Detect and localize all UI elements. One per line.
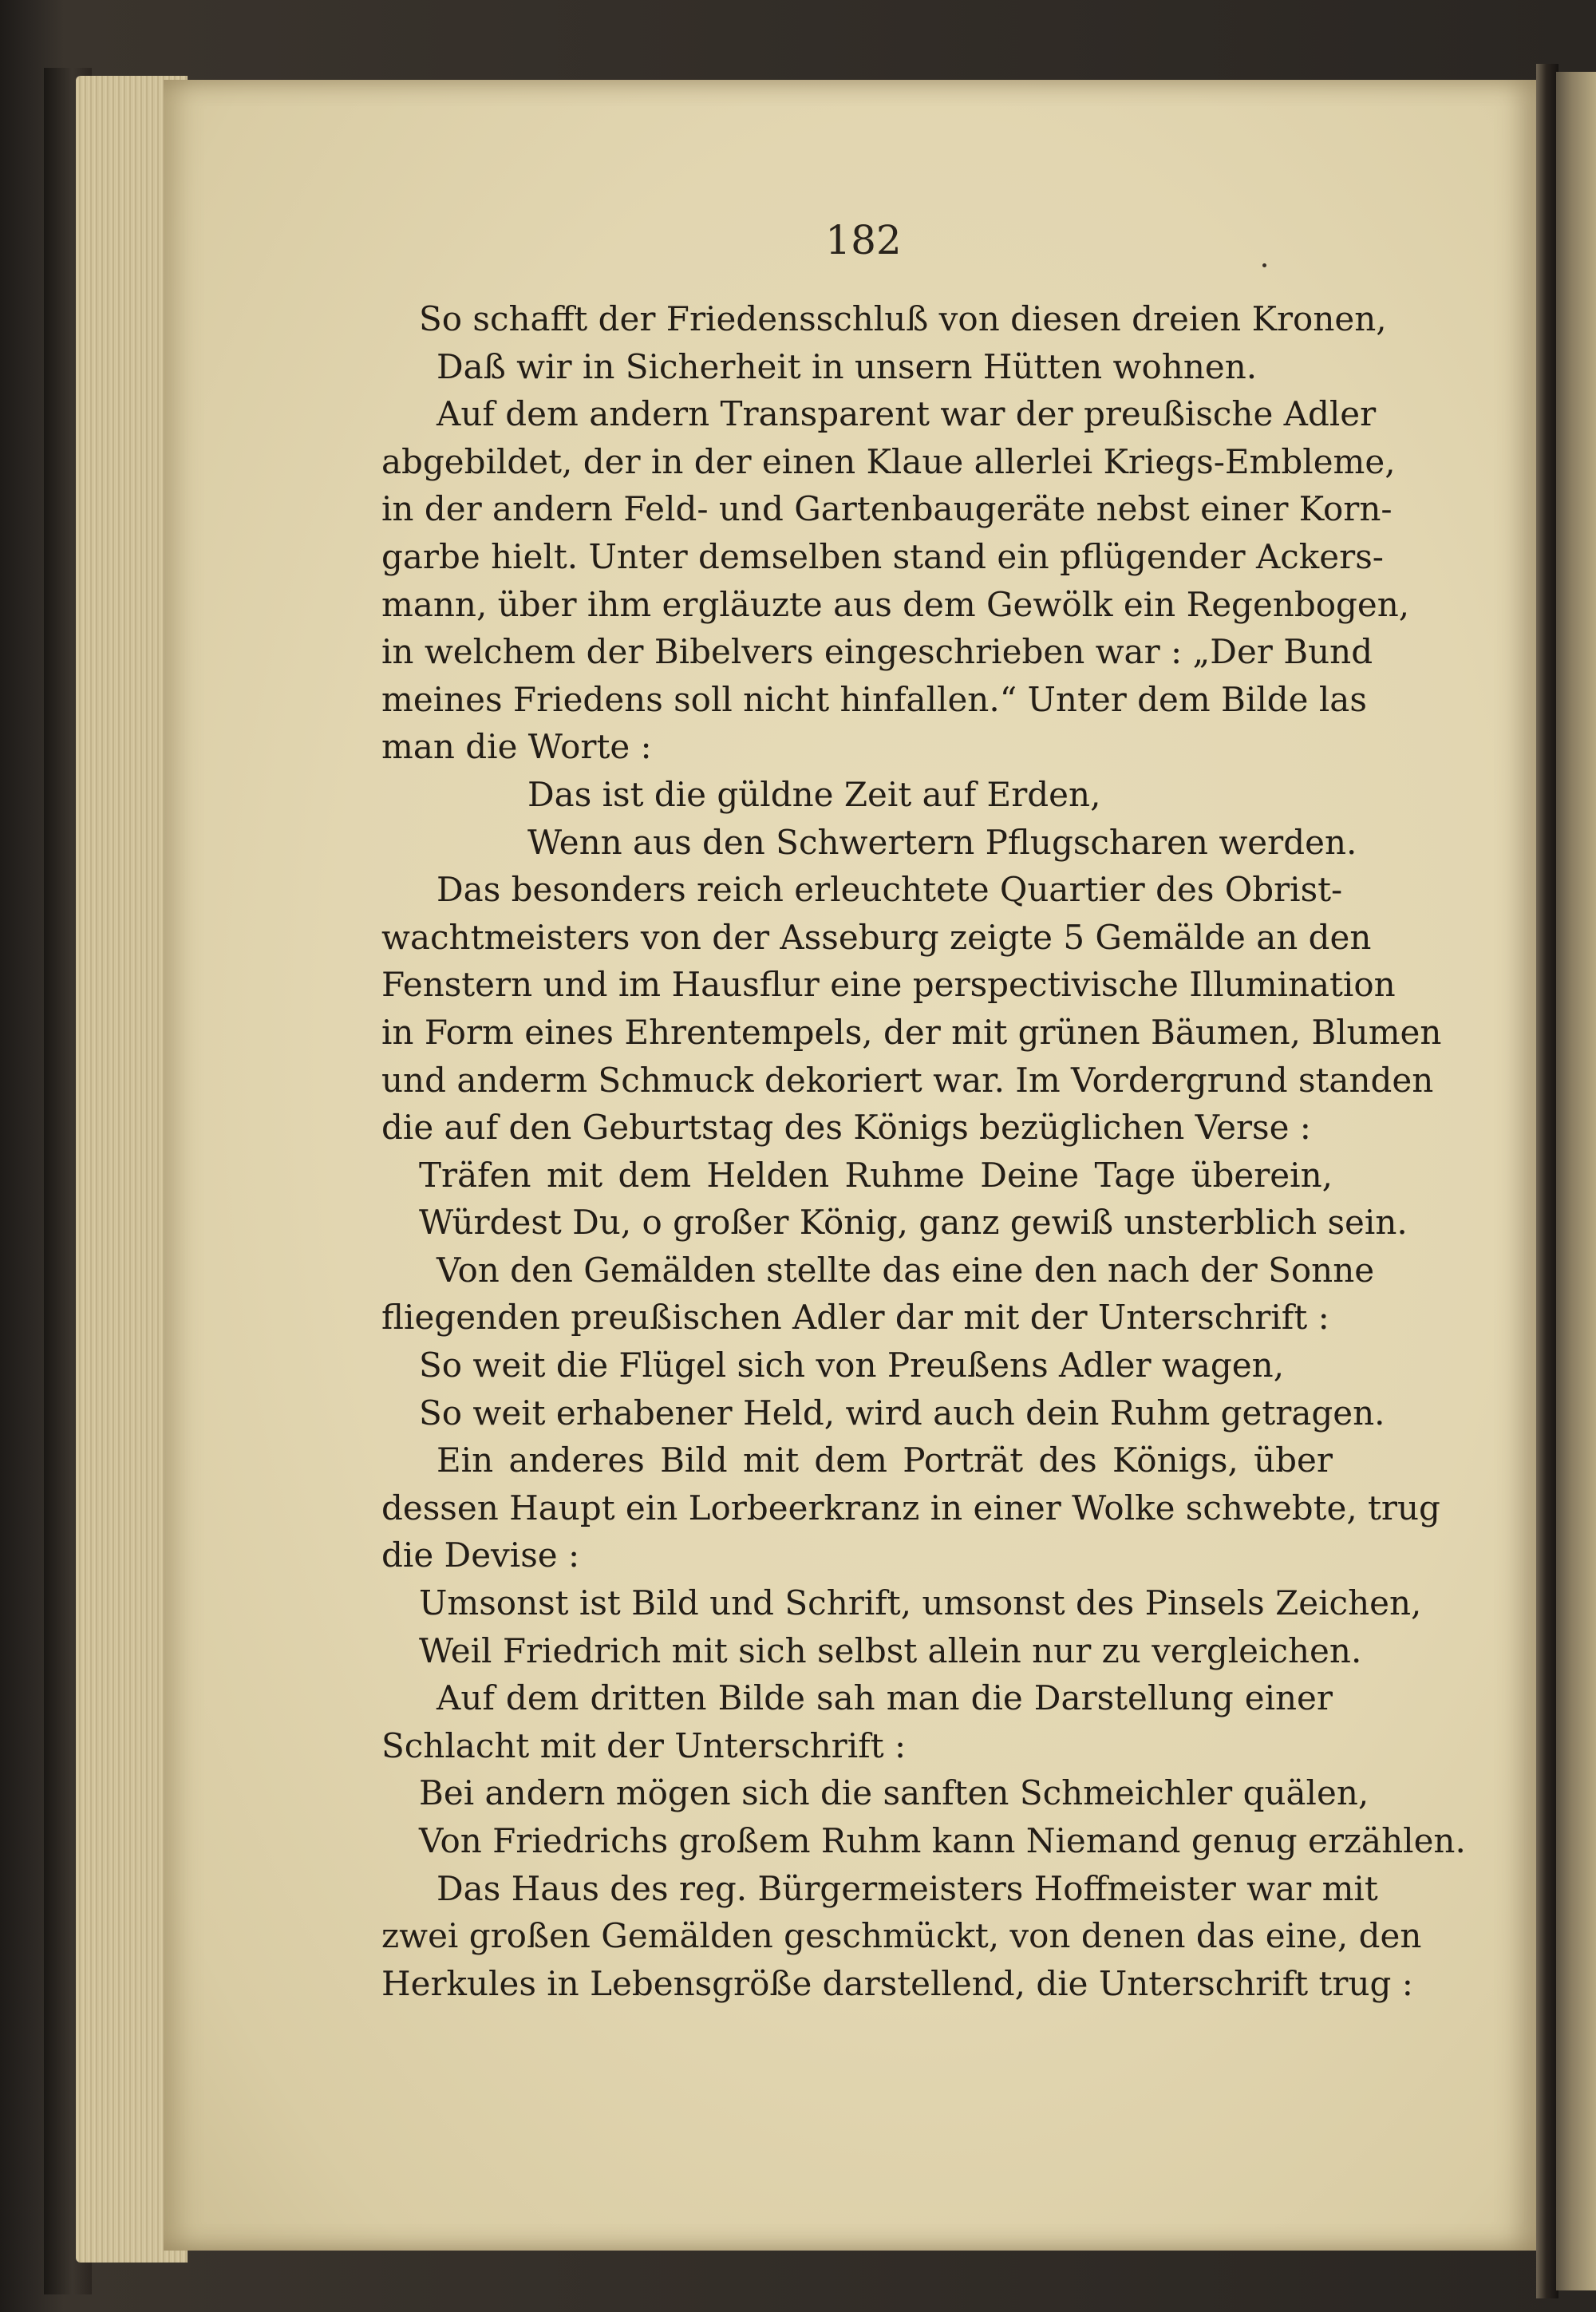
text-line: dessen Haupt ein Lorbeerkranz in einer Wolke schwebte, trug <box>381 1488 1440 1528</box>
text-line: garbe hielt. Unter demselben stand ein pflügender Ackers- <box>381 536 1384 576</box>
text-line: die auf den Geburtstag des Königs bezüglichen Verse : <box>381 1108 1311 1148</box>
text-line: Schlacht mit der Unterschrift : <box>381 1725 907 1765</box>
text-line: in welchem der Bibelvers eingeschrieben war : „Der Bund <box>381 632 1373 672</box>
text-line: Das besonders reich erleuchtete Quartier des Obrist- <box>437 870 1343 910</box>
text-line: wachtmeisters von der Asseburg zeigte 5 Gemälde an den <box>381 917 1372 957</box>
text-line: fliegenden preußischen Adler dar mit der Unterschrift : <box>381 1298 1329 1338</box>
text-line: meines Friedens soll nicht hinfallen.“ Unter dem Bilde las <box>381 679 1367 719</box>
text-line: in der andern Feld- und Gartenbaugeräte nebst einer Korn- <box>381 489 1393 529</box>
verse-line: Bei andern mögen sich die sanften Schmeichler quälen, <box>419 1773 1369 1813</box>
text-line: abgebildet, der in der einen Klaue allerlei Kriegs-Embleme, <box>381 441 1396 481</box>
text-line: und anderm Schmuck dekoriert war. Im Vordergrund standen <box>381 1060 1434 1100</box>
text-line: in Form eines Ehrentempels, der mit grünen Bäumen, Blumen <box>381 1012 1442 1052</box>
text-line: Herkules in Lebensgröße darstellend, die Unterschrift trug : <box>381 1963 1413 2003</box>
page-number: 182 <box>825 217 902 263</box>
text-line: Das Haus des reg. Bürgermeisters Hoffmeister war mit <box>437 1868 1378 1908</box>
verse-line: Von Friedrichs großem Ruhm kann Niemand genug erzählen. <box>419 1821 1466 1860</box>
text-line: Daß wir in Sicherheit in unsern Hütten wohnen. <box>437 346 1258 386</box>
book-binding <box>1536 64 1558 2298</box>
text-line: So schafft der Friedensschluß von diesen dreien Kronen, <box>419 299 1387 338</box>
ink-speck <box>1262 263 1266 267</box>
verse-line: So weit die Flügel sich von Preußens Adler wagen, <box>419 1346 1285 1385</box>
verse-line: Weil Friedrich mit sich selbst allein nur zu vergleichen. <box>419 1630 1362 1670</box>
page-text <box>381 295 1466 2007</box>
text-line: mann, über ihm ergläuzte aus dem Gewölk ein Regenbogen, <box>381 584 1410 624</box>
verse-line: So weit erhabener Held, wird auch dein Ruhm getragen. <box>419 1393 1385 1433</box>
facing-page-edge <box>1556 72 1596 2290</box>
verse-line: Träfen mit dem Helden Ruhme Deine Tage überein, <box>419 1155 1333 1195</box>
verse-line: Wenn aus den Schwertern Pflugscharen werden. <box>527 822 1357 862</box>
text-line: zwei großen Gemälden geschmückt, von denen das eine, den <box>381 1916 1422 1956</box>
verse-line: Umsonst ist Bild und Schrift, umsonst des Pinsels Zeichen, <box>419 1583 1422 1623</box>
text-line: die Devise : <box>381 1535 580 1575</box>
text-line: Fenstern und im Hausflur eine perspectivische Illumination <box>381 965 1396 1005</box>
text-line: Ein anderes Bild mit dem Porträt des Königs, über <box>437 1441 1333 1480</box>
text-line: man die Worte : <box>381 727 652 767</box>
verse-line: Das ist die güldne Zeit auf Erden, <box>527 774 1101 814</box>
text-line: Auf dem andern Transparent war der preußische Adler <box>437 394 1377 434</box>
verse-line: Würdest Du, o großer König, ganz gewiß unsterblich sein. <box>419 1203 1408 1243</box>
text-line: Auf dem dritten Bilde sah man die Darstellung einer <box>437 1678 1333 1718</box>
text-line: Von den Gemälden stellte das eine den nach der Sonne <box>437 1250 1375 1290</box>
